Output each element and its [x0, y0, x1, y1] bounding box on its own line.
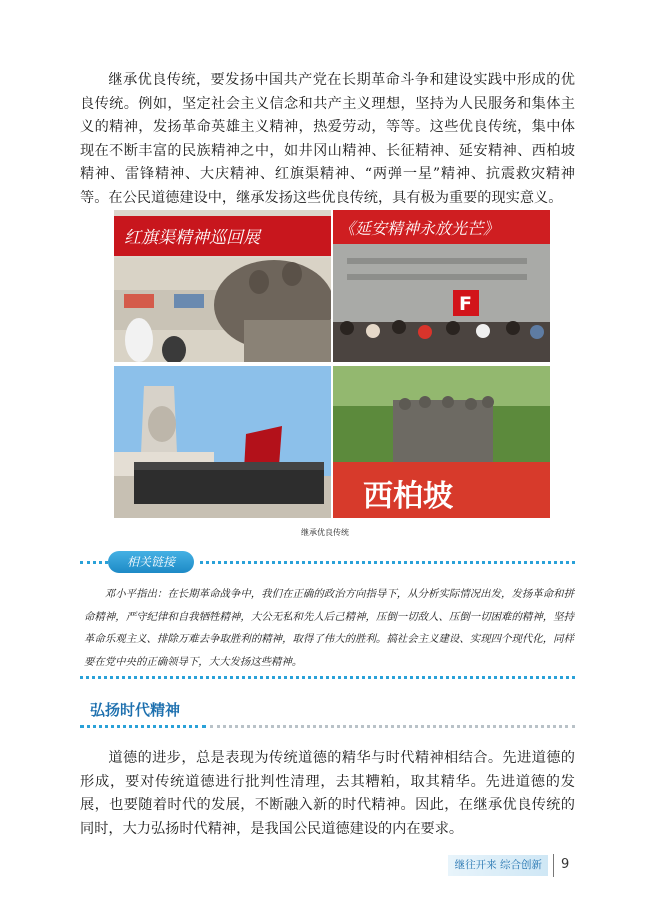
exhibition-banner-text: 红旗渠精神巡回展 — [124, 228, 260, 248]
photo-red-flag-canal-exhibition — [114, 210, 331, 362]
footer-divider — [553, 854, 554, 877]
photo-grid — [114, 210, 550, 520]
link-box-top-border-right — [200, 561, 575, 564]
related-link-text: 邓小平指出：在长期革命战争中，我们在正确的政治方向指导下，从分析实际情况出发，发扬革命和拼命精神，严守纪律和自我牺牲精神，大公无私和先人后己精神，压倒一切敌人、压倒一切困难的精神，坚持革命乐观主义、排除万难去争取胜利的精神，取得了伟大的胜利。搞社会主义建设、实现四个现代化，同样要在党中央的正确领导下，大大发扬这些精神。 — [84, 588, 574, 668]
photo-monument-visitors — [114, 366, 331, 518]
body-paragraph-2: 道德的进步，总是表现为传统道德的精华与时代精神相结合。先进道德的形成，要对传统道德进行批判性清理，去其糟粕，取其精华。先进道德的发展，也要随着时代的发展，不断融入新的时代精神。因此，在继承优良传统的同时，大力弘扬时代精神，是我国公民道德建设的内在要求。 — [80, 750, 575, 837]
page-number: 9 — [561, 857, 570, 872]
photo-xibaipo-statues — [333, 366, 550, 518]
footer-chapter-label: 继往开来 综合创新 — [448, 855, 548, 876]
link-box-top-border — [80, 561, 108, 564]
xibaipo-flower-text: 西柏坡 — [363, 479, 453, 514]
photo-yanan-spirit-crowd — [333, 210, 550, 362]
related-link-badge: 相关链接 — [108, 551, 194, 573]
link-box-bottom-border — [80, 676, 575, 679]
body-paragraph-1: 继承优良传统，要发扬中国共产党在长期革命斗争和建设实践中形成的优良传统。例如，坚定社会主义信念和共产主义理想，坚持为人民服务和集体主义的精神，发扬革命英雄主义精神，热爱劳动，等等。这些优良传统，集中体现在不断丰富的民族精神之中，如井冈山精神、长征精神、延安精神、西柏坡精神、雷锋精神、大庆精神、红旗渠精神、“两弹一星”精神、抗震救灾精神等。在公民道德建设中，继承发扬这些优良传统，具有极为重要的现实意义。 — [80, 72, 575, 206]
photo-caption: 继承优良传统 — [301, 528, 349, 537]
yanan-banner-text: 《延安精神永放光芒》 — [339, 219, 500, 238]
section-rule-accent — [80, 725, 206, 728]
section-title: 弘扬时代精神 — [90, 701, 181, 719]
yanan-sign-letter: F — [459, 293, 472, 315]
section-rule — [210, 725, 575, 728]
